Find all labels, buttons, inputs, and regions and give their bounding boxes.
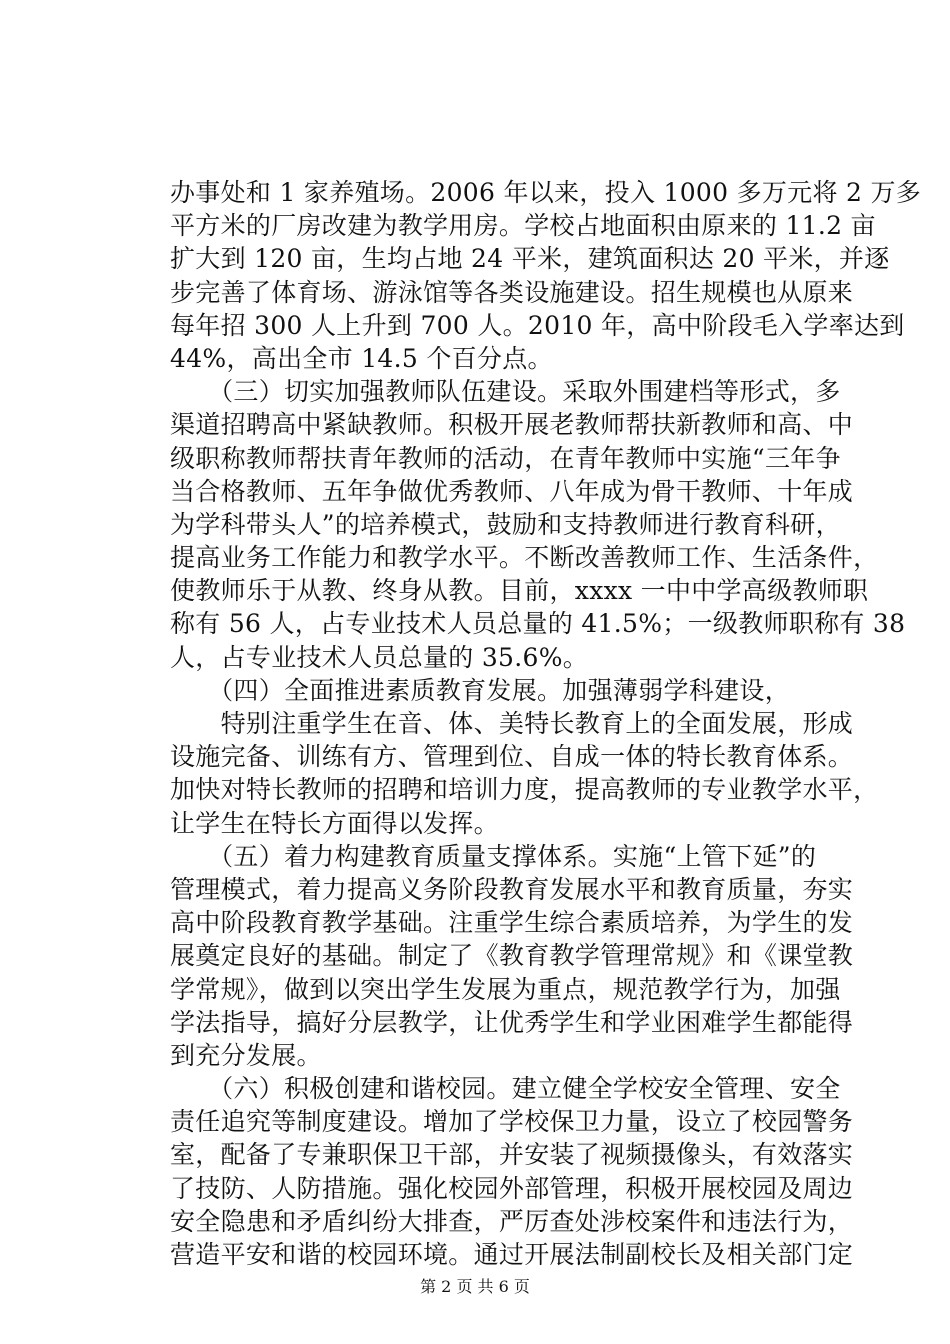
text-line: 使教师乐于从教、终身从教。目前，xxxx 一中中学高级教师职 [170,576,869,606]
text-line: 平方米的厂房改建为教学用房。学校占地面积由原来的 11.2 亩 [170,211,876,241]
text-line: 安全隐患和矛盾纠纷大排查，严厉查处涉校案件和违法行为， [170,1206,854,1236]
text-line: 渠道招聘高中紧缺教师。积极开展老教师帮扶新教师和高、中 [170,410,854,440]
text-line: 人，占专业技术人员总量的 35.6%。 [170,642,589,672]
section-heading-line: （五）着力构建教育质量支撑体系。实施“上管下延”的 [170,841,817,871]
text-line: 级职称教师帮扶青年教师的活动，在青年教师中实施“三年争 [170,443,841,473]
section-heading-line: （六）积极创建和谐校园。建立健全学校安全管理、安全 [170,1074,841,1104]
text-line: 44%，高出全市 14.5 个百分点。 [170,343,553,373]
text-line: 营造平安和谐的校园环境。通过开展法制副校长及相关部门定 [170,1240,854,1269]
text-line: 加快对特长教师的招聘和培训力度，提高教师的专业教学水平， [170,775,879,805]
text-line: 办事处和 1 家养殖场。2006 年以来，投入 1000 多万元将 2 万多 [170,178,922,207]
text-line: 特别注重学生在音、体、美特长教育上的全面发展，形成 [170,709,854,738]
text-line: 到充分发展。 [170,1040,322,1070]
text-line: 提高业务工作能力和教学水平。不断改善教师工作、生活条件， [170,543,879,573]
text-line: 设施完备、训练有方、管理到位、自成一体的特长教育体系。 [170,742,854,772]
text-line: 责任追究等制度建设。增加了学校保卫力量，设立了校园警务 [170,1107,854,1137]
page-footer [0,1276,950,1298]
text-line: 了技防、人防措施。强化校园外部管理，积极开展校园及周边 [170,1173,854,1203]
text-line: 扩大到 120 亩，生均占地 24 平米，建筑面积达 20 平米，并逐 [170,244,890,274]
page-number: 第 2 页 共 6 页 [420,1277,530,1296]
body-text [170,176,922,1271]
text-line: 每年招 300 人上升到 700 人。2010 年，高中阶段毛入学率达到 [170,310,905,340]
section-heading-line: （四）全面推进素质教育发展。加强薄弱学科建设， [170,675,791,705]
text-line: 称有 56 人，占专业技术人员总量的 41.5%；一级教师职称有 38 [170,609,906,639]
text-line: 步完善了体育场、游泳馆等各类设施建设。招生规模也从原来 [170,277,854,307]
text-line: 学常规》，做到以突出学生发展为重点，规范教学行为，加强 [170,974,841,1004]
text-line: 当合格教师、五年争做优秀教师、八年成为骨干教师、十年成 [170,476,854,506]
text-line: 管理模式，着力提高义务阶段教育发展水平和教育质量，夯实 [170,874,854,904]
text-line: 展奠定良好的基础。制定了《教育教学管理常规》和《课堂教 [170,941,854,971]
text-line: 让学生在特长方面得以发挥。 [170,808,499,838]
section-heading-line: （三）切实加强教师队伍建设。采取外围建档等形式，多 [170,377,841,407]
text-line: 学法指导，搞好分层教学，让优秀学生和学业困难学生都能得 [170,1007,854,1037]
text-line: 室，配备了专兼职保卫干部，并安装了视频摄像头，有效落实 [170,1140,854,1170]
text-line: 高中阶段教育教学基础。注重学生综合素质培养，为学生的发 [170,908,854,938]
text-line: 为学科带头人”的培养模式，鼓励和支持教师进行教育科研， [170,509,841,539]
